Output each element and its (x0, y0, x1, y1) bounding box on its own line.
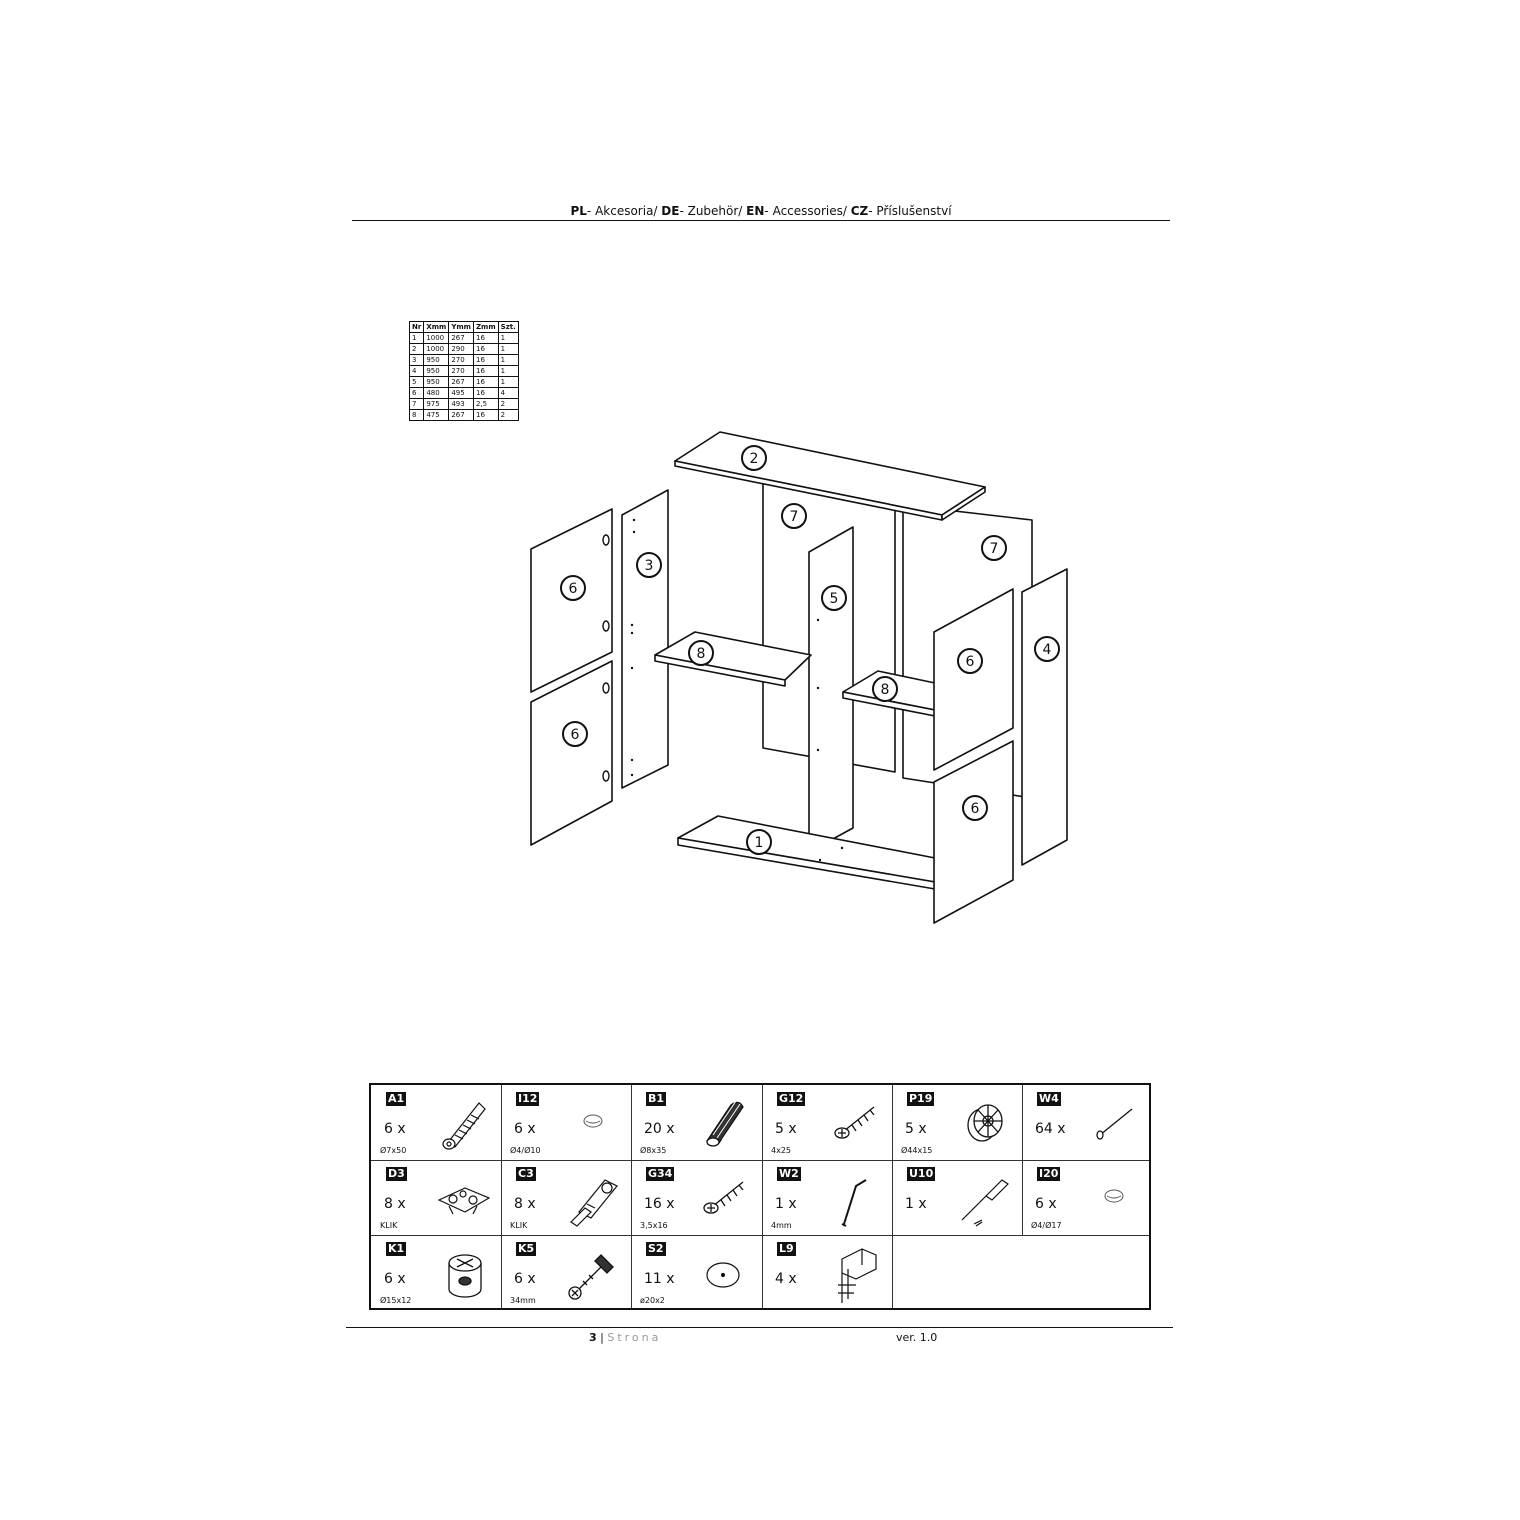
parts-table-cell: 4 (410, 366, 424, 377)
accessories-grid (369, 1083, 1151, 1310)
cap-icon (1082, 1166, 1148, 1230)
accessory-quantity: 64 x (1035, 1121, 1066, 1137)
parts-table-row (410, 355, 519, 366)
accessory-size: 4x25 (771, 1146, 792, 1155)
cap-icon (561, 1091, 627, 1155)
parts-table-cell: 3 (410, 355, 424, 366)
parts-table-cell: 16 (473, 388, 498, 399)
parts-table-cell: 950 (424, 366, 449, 377)
accessory-code: K5 (518, 1242, 535, 1255)
accessory-cell (892, 1160, 1022, 1235)
nail-icon (1082, 1091, 1148, 1155)
accessory-quantity: 6 x (514, 1121, 536, 1137)
wood-dowel-icon (691, 1091, 757, 1155)
screw-dowel-icon (431, 1091, 497, 1155)
parts-table-cell: 1000 (424, 344, 449, 355)
accessory-quantity: 1 x (775, 1196, 797, 1212)
accessory-quantity: 5 x (905, 1121, 927, 1137)
label-part-6c: 6 (570, 727, 580, 743)
accessory-quantity: 16 x (644, 1196, 675, 1212)
hinge-icon (561, 1166, 627, 1230)
side-panel-3 (622, 490, 668, 788)
accessory-quantity: 6 x (514, 1271, 536, 1287)
side-panel-4 (1022, 569, 1067, 865)
parts-table-cell: 270 (449, 366, 474, 377)
lang-text-en: - Accessories/ (764, 204, 851, 218)
accessory-quantity: 11 x (644, 1271, 675, 1287)
parts-table-cell: 267 (449, 377, 474, 388)
accessory-cell (631, 1235, 761, 1310)
parts-table-cell: 495 (449, 388, 474, 399)
accessory-cell (631, 1160, 761, 1235)
accessory-cell (371, 1235, 501, 1310)
parts-table-row (410, 399, 519, 410)
accessory-size: 4mm (771, 1221, 792, 1230)
accessory-size: Ø7x50 (380, 1146, 407, 1155)
accessory-size: KLIK (510, 1221, 528, 1230)
grid-divider-vertical (762, 1085, 763, 1308)
accessory-quantity: 8 x (514, 1196, 536, 1212)
accessory-cell (501, 1160, 631, 1235)
label-part-7b: 7 (989, 541, 999, 557)
col-szt: Szt. (498, 322, 518, 333)
lang-text-pl: - Akcesoria/ (586, 204, 662, 218)
accessory-code: S2 (648, 1242, 664, 1255)
parts-table-cell: 2 (410, 344, 424, 355)
accessory-cell (892, 1085, 1022, 1160)
label-part-6d: 6 (970, 801, 980, 817)
accessory-cell (1022, 1160, 1152, 1235)
screw-icon (822, 1091, 888, 1155)
disc-icon (691, 1241, 757, 1305)
cam-lock-icon (431, 1241, 497, 1305)
parts-table-cell: 480 (424, 388, 449, 399)
accessory-code: P19 (909, 1092, 933, 1105)
parts-table-cell: 290 (449, 344, 474, 355)
col-ymm: Ymm (449, 322, 474, 333)
parts-table-cell: 1000 (424, 333, 449, 344)
parts-table-cell: 950 (424, 377, 449, 388)
accessory-size: 34mm (510, 1296, 536, 1305)
parts-table-cell: 7 (410, 399, 424, 410)
accessory-quantity: 6 x (384, 1271, 406, 1287)
parts-table-cell: 16 (473, 355, 498, 366)
accessory-quantity: 6 x (1035, 1196, 1057, 1212)
accessory-code: G12 (779, 1092, 804, 1105)
label-part-3: 3 (644, 558, 654, 574)
accessory-code: I12 (518, 1092, 538, 1105)
label-part-6a: 6 (568, 581, 578, 597)
parts-table-cell: 4 (498, 388, 518, 399)
label-part-5: 5 (829, 591, 839, 607)
accessory-size: Ø15x12 (380, 1296, 412, 1305)
accessory-cell (371, 1160, 501, 1235)
accessory-cell (501, 1235, 631, 1310)
accessory-size: Ø4/Ø10 (510, 1146, 541, 1155)
grid-divider-horizontal (371, 1235, 1149, 1236)
lang-code-pl: PL (570, 204, 587, 218)
label-part-4: 4 (1042, 642, 1052, 658)
lang-text-cz: - Příslušenství (868, 204, 952, 218)
footer-divider (346, 1327, 1173, 1328)
grid-divider-horizontal (371, 1160, 1149, 1161)
parts-table-cell: 16 (473, 410, 498, 421)
grid-divider-vertical (631, 1085, 632, 1308)
page-number-value: 3 (589, 1331, 597, 1344)
parts-table-row (410, 366, 519, 377)
page-separator: | (596, 1331, 608, 1344)
label-part-7a: 7 (789, 509, 799, 525)
assembly-exploded-diagram (520, 425, 1080, 935)
accessory-code: A1 (388, 1092, 405, 1105)
accessory-code: G34 (648, 1167, 673, 1180)
col-nr: Nr (410, 322, 424, 333)
accessory-size: KLIK (380, 1221, 398, 1230)
accessory-code: I20 (1039, 1167, 1059, 1180)
version-label: ver. 1.0 (896, 1331, 938, 1344)
door-6-bottom-left (531, 661, 612, 845)
parts-table-row (410, 333, 519, 344)
parts-table-cell: 267 (449, 333, 474, 344)
accessory-quantity: 8 x (384, 1196, 406, 1212)
screwdriver-icon (952, 1166, 1018, 1230)
wheel-icon (952, 1091, 1018, 1155)
lang-text-de: - Zubehör/ (679, 204, 747, 218)
label-part-1: 1 (754, 835, 764, 851)
parts-table-cell: 475 (424, 410, 449, 421)
col-xmm: Xmm (424, 322, 449, 333)
accessory-cell (1022, 1085, 1152, 1160)
label-part-8b: 8 (880, 682, 890, 698)
lang-code-de: DE (661, 204, 680, 218)
label-part-6b: 6 (965, 654, 975, 670)
accessory-code: B1 (648, 1092, 665, 1105)
label-part-2: 2 (749, 451, 759, 467)
accessory-code: W2 (779, 1167, 799, 1180)
hanger-bracket-icon (822, 1241, 888, 1305)
grid-divider-vertical (892, 1085, 893, 1308)
accessory-code: C3 (518, 1167, 534, 1180)
accessory-cell (371, 1085, 501, 1160)
parts-table-cell: 16 (473, 333, 498, 344)
parts-table-cell: 2,5 (473, 399, 498, 410)
col-zmm: Zmm (473, 322, 498, 333)
parts-table-cell: 2 (498, 399, 518, 410)
parts-table-row (410, 388, 519, 399)
page-label: Strona (607, 1331, 662, 1344)
label-part-8a: 8 (696, 646, 706, 662)
parts-table-cell: 975 (424, 399, 449, 410)
accessory-quantity: 20 x (644, 1121, 675, 1137)
parts-table-header (410, 322, 519, 333)
parts-table-cell: 16 (473, 344, 498, 355)
header-divider (352, 220, 1170, 221)
lang-code-en: EN (746, 204, 765, 218)
parts-table-cell: 950 (424, 355, 449, 366)
cam-bolt-icon (561, 1241, 627, 1305)
accessory-code: W4 (1039, 1092, 1059, 1105)
accessory-cell (501, 1085, 631, 1160)
parts-table-cell: 5 (410, 377, 424, 388)
accessory-cell (762, 1160, 892, 1235)
parts-table-cell: 6 (410, 388, 424, 399)
parts-table-cell: 1 (498, 377, 518, 388)
parts-table-row (410, 377, 519, 388)
accessory-quantity: 6 x (384, 1121, 406, 1137)
parts-table-cell: 267 (449, 410, 474, 421)
parts-table (409, 321, 519, 421)
accessory-quantity: 4 x (775, 1271, 797, 1287)
parts-table-cell: 8 (410, 410, 424, 421)
parts-table-cell: 493 (449, 399, 474, 410)
accessory-quantity: 1 x (905, 1196, 927, 1212)
parts-table-cell: 1 (498, 344, 518, 355)
accessory-code: U10 (909, 1167, 934, 1180)
parts-table-row (410, 344, 519, 355)
accessory-code: K1 (388, 1242, 405, 1255)
accessory-cell (762, 1235, 892, 1310)
lang-code-cz: CZ (850, 204, 869, 218)
accessory-cell (631, 1085, 761, 1160)
parts-table-cell: 2 (498, 410, 518, 421)
screw-icon (691, 1166, 757, 1230)
page-number (589, 1331, 661, 1345)
parts-table-row (410, 410, 519, 421)
parts-table-cell: 1 (410, 333, 424, 344)
accessory-code: D3 (388, 1167, 405, 1180)
page-header (352, 203, 1170, 219)
parts-table-cell: 1 (498, 366, 518, 377)
accessory-size: Ø44x15 (901, 1146, 933, 1155)
grid-divider-vertical (501, 1085, 502, 1308)
accessory-quantity: 5 x (775, 1121, 797, 1137)
parts-table-cell: 1 (498, 333, 518, 344)
accessory-size: ø20x2 (640, 1296, 665, 1305)
accessory-code: L9 (779, 1242, 794, 1255)
accessory-size: 3,5x16 (640, 1221, 668, 1230)
accessory-size: Ø8x35 (640, 1146, 667, 1155)
hinge-plate-icon (431, 1166, 497, 1230)
allen-key-icon (822, 1166, 888, 1230)
parts-table-cell: 16 (473, 377, 498, 388)
parts-table-cell: 1 (498, 355, 518, 366)
accessory-size: Ø4/Ø17 (1031, 1221, 1062, 1230)
accessory-cell (762, 1085, 892, 1160)
parts-table-cell: 270 (449, 355, 474, 366)
parts-table-cell: 16 (473, 366, 498, 377)
